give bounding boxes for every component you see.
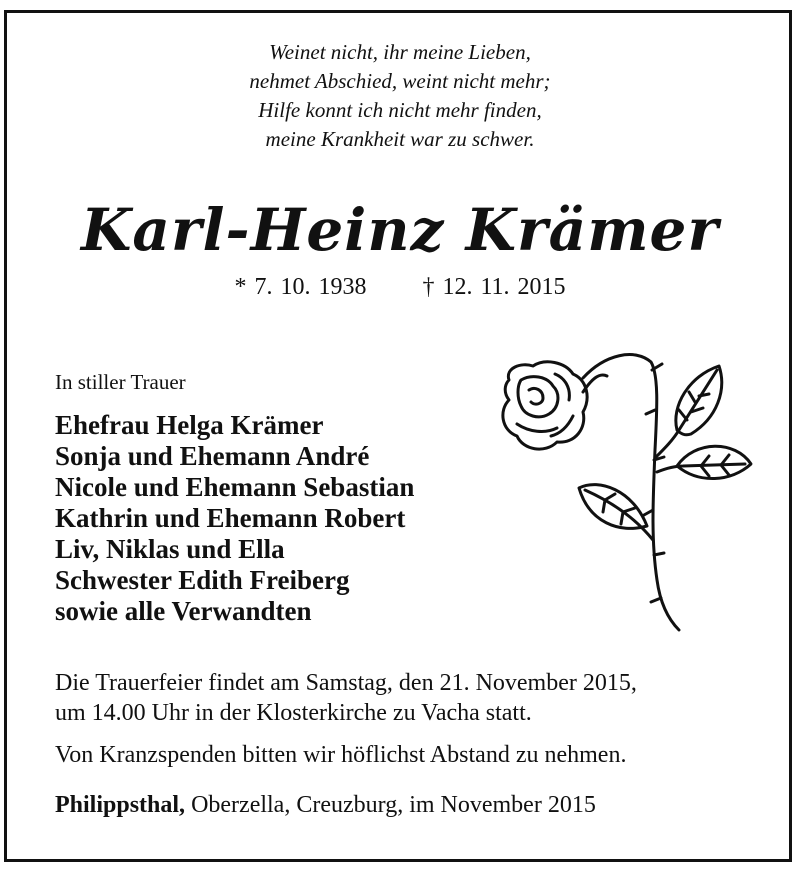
deceased-name: Karl-Heinz Krämer	[80, 196, 720, 264]
poem-line: meine Krankheit war zu schwer.	[265, 127, 535, 151]
birth-date: * 7. 10. 1938	[234, 274, 367, 300]
death-date: † 12. 11. 2015	[422, 274, 566, 300]
mourner: sowie alle Verwandten	[55, 596, 312, 626]
closing-line	[55, 790, 596, 820]
service-line: um 14.00 Uhr in der Klosterkirche zu Vacha statt.	[55, 700, 532, 726]
mourners-list	[55, 410, 414, 627]
mourner: Ehefrau Helga Krämer	[55, 410, 324, 440]
mourner: Sonja und Ehemann André	[55, 441, 370, 471]
mourner: Schwester Edith Freiberg	[55, 565, 350, 595]
service-info	[55, 668, 637, 728]
poem-line: Weinet nicht, ihr meine Lieben,	[269, 40, 531, 64]
closing-rest: Oberzella, Creuzburg, im November 2015	[185, 792, 596, 818]
life-dates	[0, 274, 800, 301]
mourner: Kathrin und Ehemann Robert	[55, 503, 406, 533]
rose-icon	[495, 340, 760, 640]
service-line: Die Trauerfeier findet am Samstag, den 21. November 2015,	[55, 670, 637, 696]
mourner: Liv, Niklas und Ella	[55, 534, 285, 564]
poem	[0, 38, 800, 154]
poem-line: Hilfe konnt ich nicht mehr finden,	[258, 98, 542, 122]
mourning-intro: In stiller Trauer	[55, 370, 186, 394]
wreath-note: Von Kranzspenden bitten wir höflichst Abstand zu nehmen.	[55, 742, 627, 768]
closing-place: Philippsthal,	[55, 792, 186, 818]
poem-line: nehmet Abschied, weint nicht mehr;	[249, 69, 551, 93]
mourner: Nicole und Ehemann Sebastian	[55, 472, 415, 502]
